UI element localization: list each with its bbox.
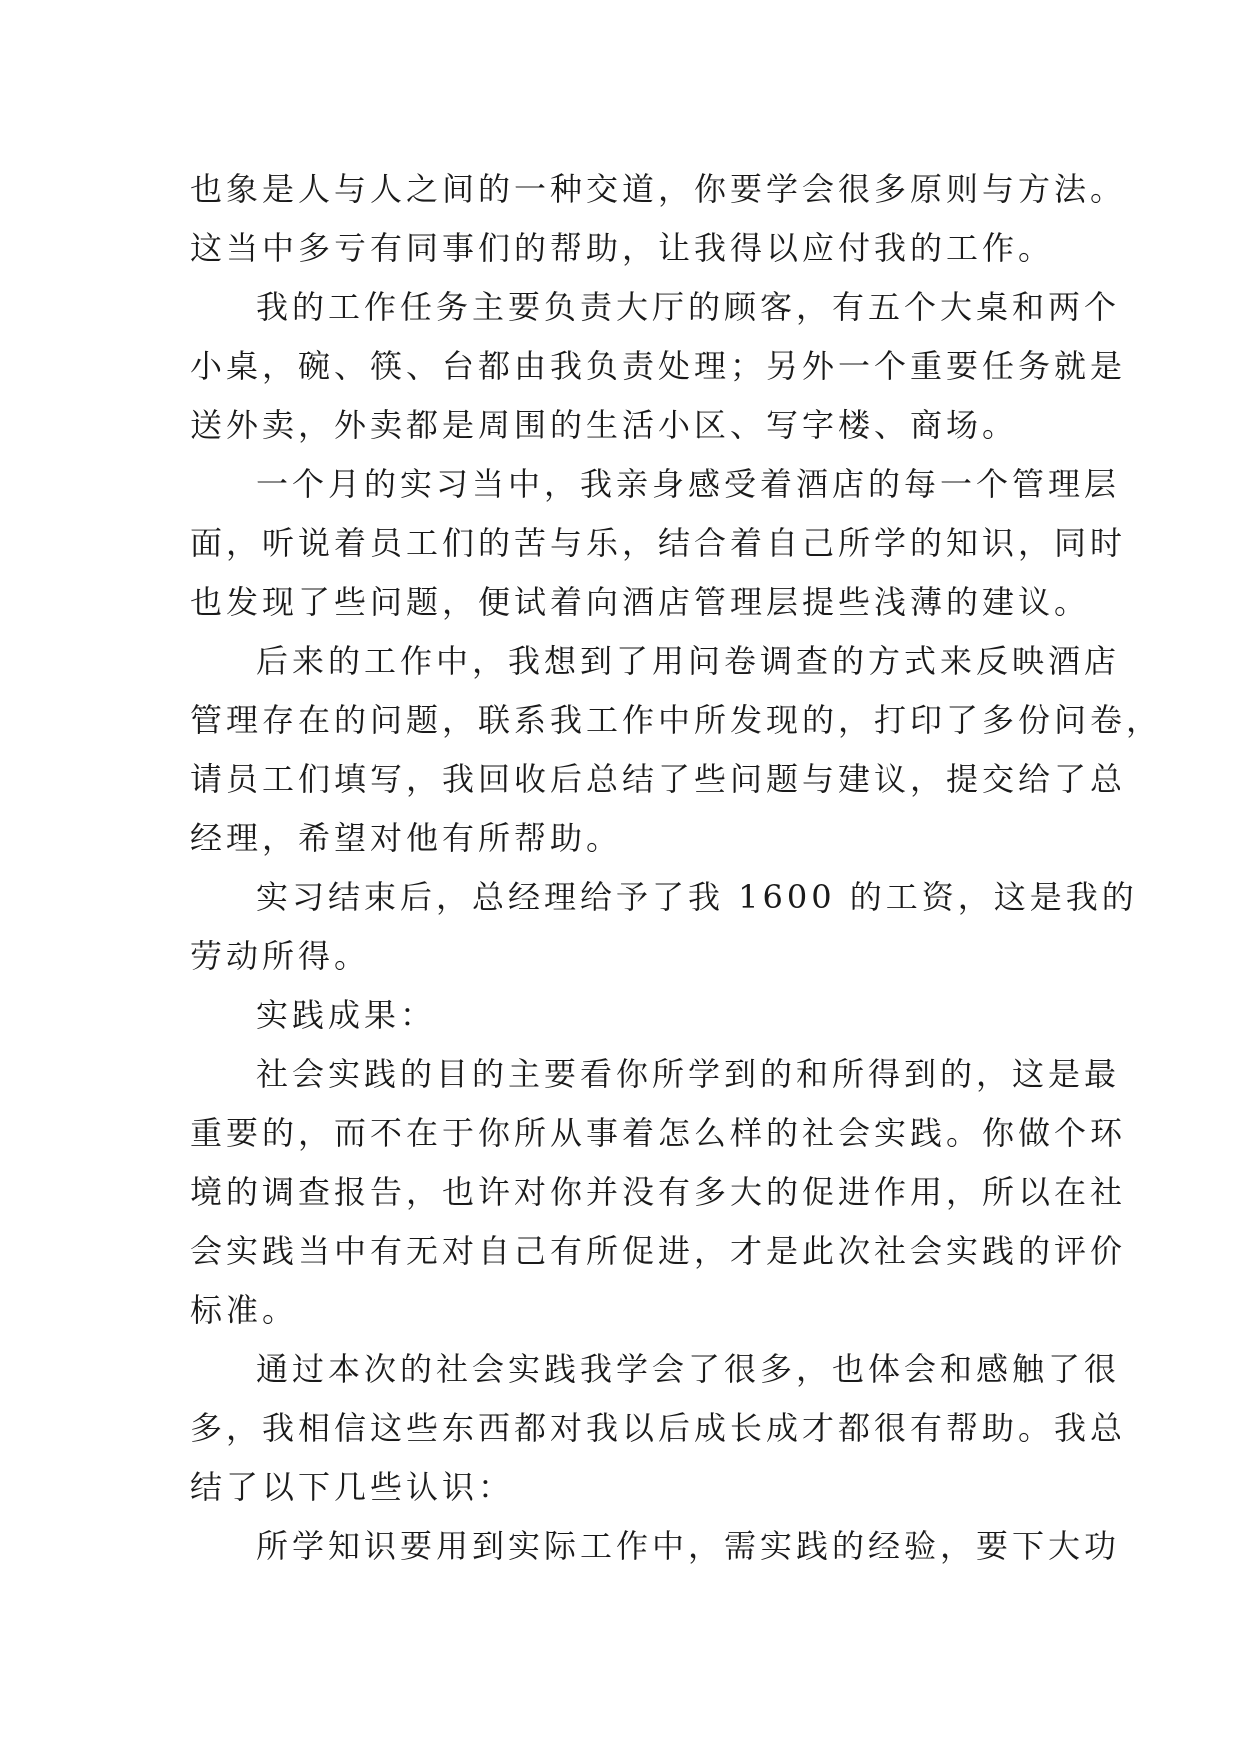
text-line: 劳动所得。 (190, 937, 371, 975)
text-line: 通过本次的社会实践我学会了很多，也体会和感触了很 (256, 1350, 1121, 1388)
text-line: 也发现了些问题，便试着向酒店管理层提些浅薄的建议。 (190, 583, 1091, 621)
text-line: 多，我相信这些东西都对我以后成长成才都很有帮助。我总 (190, 1409, 1127, 1447)
text-line: 后来的工作中，我想到了用问卷调查的方式来反映酒店 (256, 642, 1121, 680)
text-line: 实习结束后，总经理给予了我 1600 的工资，这是我的 (256, 878, 1138, 916)
text-line: 重要的，而不在于你所从事着怎么样的社会实践。你做个环 (190, 1114, 1127, 1152)
text-line: 小桌，碗、筷、台都由我负责处理；另外一个重要任务就是 (190, 347, 1127, 385)
text-line: 面，听说着员工们的苦与乐，结合着自己所学的知识，同时 (190, 524, 1127, 562)
text-line: 送外卖，外卖都是周围的生活小区、写字楼、商场。 (190, 406, 1019, 444)
text-line: 标准。 (190, 1291, 299, 1329)
text-line: 一个月的实习当中，我亲身感受着酒店的每一个管理层 (256, 465, 1121, 503)
text-line: 经理，希望对他有所帮助。 (190, 819, 623, 857)
text-line: 境的调查报告，也许对你并没有多大的促进作用，所以在社 (190, 1173, 1127, 1211)
text-line: 这当中多亏有同事们的帮助，让我得以应付我的工作。 (190, 229, 1055, 267)
text-line: 我的工作任务主要负责大厅的顾客，有五个大桌和两个 (256, 288, 1121, 326)
text-line: 会实践当中有无对自己有所促进，才是此次社会实践的评价 (190, 1232, 1127, 1270)
text-line: 请员工们填写，我回收后总结了些问题与建议，提交给了总 (190, 760, 1127, 798)
body-text (190, 160, 1163, 1576)
section-heading: 实践成果： (256, 996, 437, 1034)
text-line: 所学知识要用到实际工作中，需实践的经验，要下大功 (256, 1527, 1121, 1565)
text-line: 社会实践的目的主要看你所学到的和所得到的，这是最 (256, 1055, 1121, 1093)
text-line: 管理存在的问题，联系我工作中所发现的，打印了多份问卷， (190, 701, 1163, 739)
text-line: 也象是人与人之间的一种交道，你要学会很多原则与方法。 (190, 170, 1127, 208)
text-line: 结了以下几些认识： (190, 1468, 515, 1506)
